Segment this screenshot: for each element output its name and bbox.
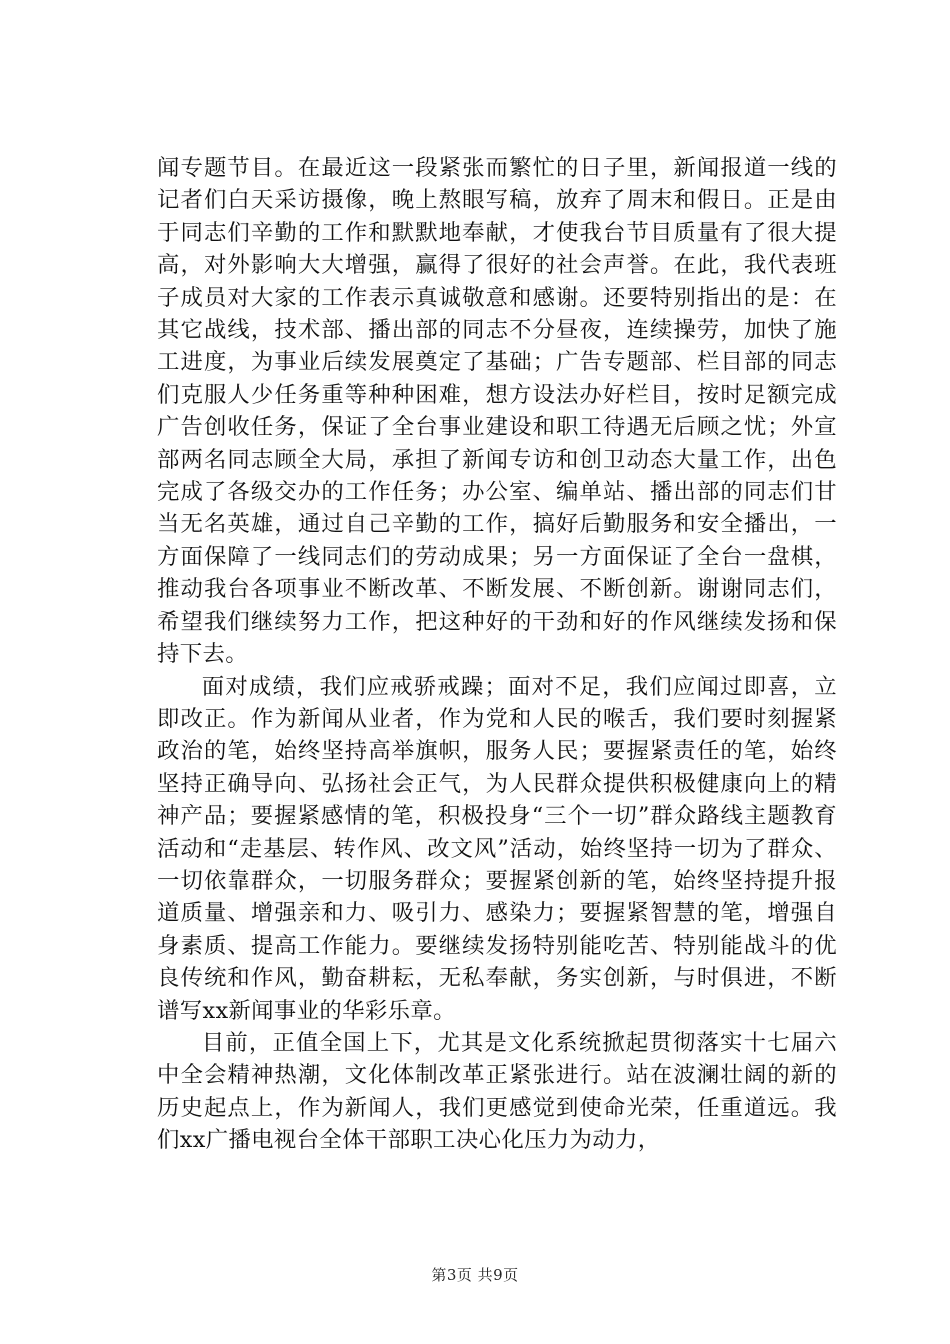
paragraph-3: 目前，正值全国上下，尤其是文化系统掀起贯彻落实十七届六中全会精神热潮，文化体制改革正紧张进行。站在波澜壮阔的新的历史起点上，作为新闻人，我们更感觉到使命光荣，任重道远。我们xx广播电视台全体干部职工决心化压力为动力， (157, 1029, 837, 1154)
body-text (157, 152, 837, 1157)
paragraph-1: 闻专题节目。在最近这一段紧张而繁忙的日子里，新闻报道一线的记者们白天采访摄像，晚上熬眼写稿，放弃了周末和假日。正是由于同志们辛勤的工作和默默地奉献，才使我台节目质量有了很大提高，对外影响大大增强，赢得了很好的社会声誉。在此，我代表班子成员对大家的工作表示真诚敬意和感谢。还要特别指出的是：在其它战线，技术部、播出部的同志不分昼夜，连续操劳，加快了施工进度，为事业后续发展奠定了基础；广告专题部、栏目部的同志们克服人少任务重等种种困难，想方设法办好栏目，按时足额完成广告创收任务，保证了全台事业建设和职工待遇无后顾之忧；外宣部两名同志顾全大局，承担了新闻专访和创卫动态大量工作，出色完成了各级交办的工作任务；办公室、编单站、播出部的同志们甘当无名英雄，通过自己辛勤的工作，搞好后勤服务和安全播出，一方面保障了一线同志们的劳动成果；另一方面保证了全台一盘棋，推动我台各项事业不断改革、不断发展、不断创新。谢谢同志们，希望我们继续努力工作，把这种好的干劲和好的作风继续发扬和保持下去。 (157, 155, 837, 668)
paragraph-2: 面对成绩，我们应戒骄戒躁；面对不足，我们应闻过即喜，立即改正。作为新闻从业者，作为党和人民的喉舌，我们要时刻握紧政治的笔，始终坚持高举旗帜，服务人民；要握紧责任的笔，始终坚持正确导向、弘扬社会正气，为人民群众提供积极健康向上的精神产品；要握紧感情的笔，积极投身“三个一切”群众路线主题教育活动和“走基层、转作风、改文风”活动，始终坚持一切为了群众、一切依靠群众，一切服务群众；要握紧创新的笔，始终坚持提升报道质量、增强亲和力、吸引力、感染力；要握紧智慧的笔，增强自身素质、提高工作能力。要继续发扬特别能吃苦、特别能战斗的优良传统和作风，勤奋耕耘，无私奉献，务实创新，与时俱进，不断谱写xx新闻事业的华彩乐章。 (157, 673, 837, 1024)
page-number-footer: 第3页 共9页 (431, 1266, 519, 1284)
